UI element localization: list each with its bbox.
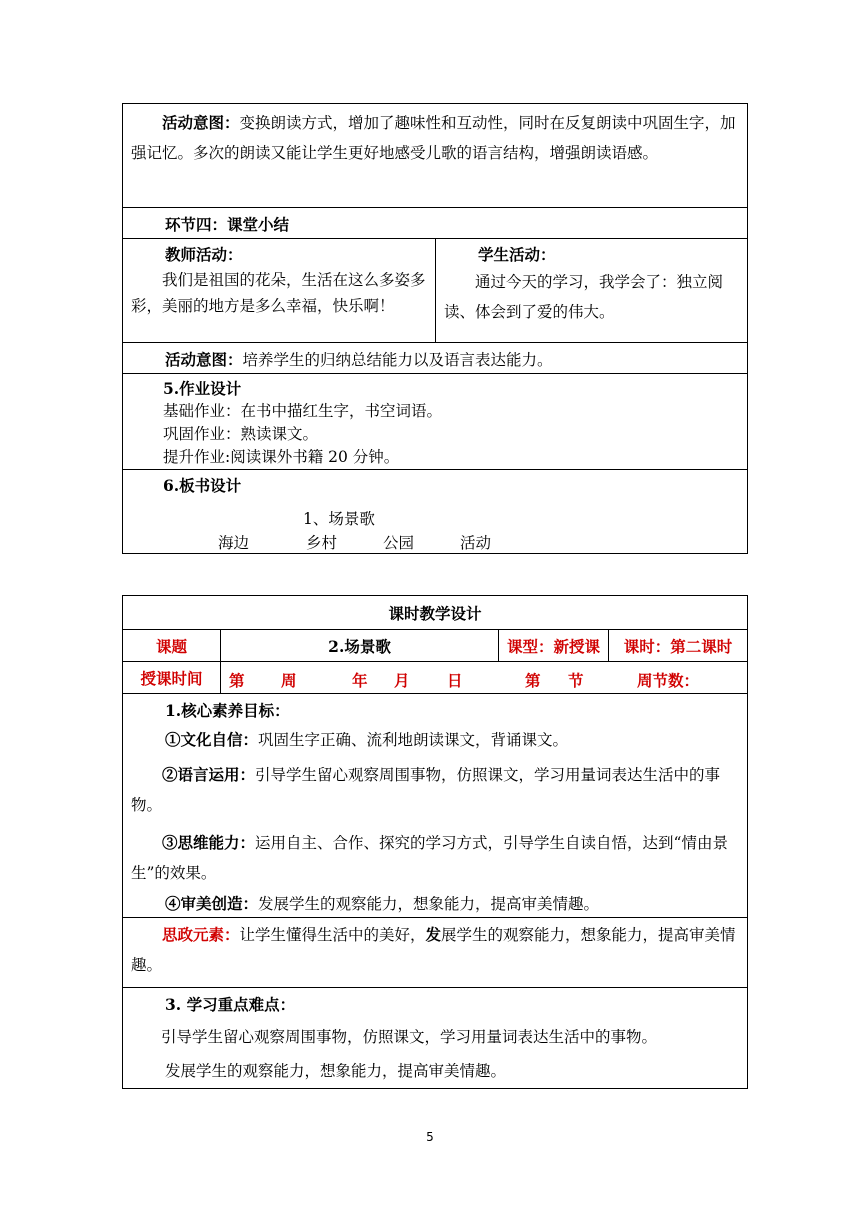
time-year: 年 [352,671,368,690]
homework-cell [123,374,748,470]
table2-title: 课时教学设计 [123,596,748,630]
activity-intent-label: 活动意图： [162,113,240,132]
time-label: 授课时间 [123,662,221,694]
time-month: 月 [394,671,410,690]
lesson-table-continued [122,103,748,554]
activity-intent-2-text: 培养学生的归纳总结能力以及语言表达能力。 [242,351,553,369]
time-row [221,662,748,694]
goal-3-text: 运用自主、合作、探究的学习方式，引导学生自读自悟，达到“情由景生”的效果。 [131,834,728,882]
goal-4-label: ④审美创造： [165,894,259,913]
lesson-design-table [122,595,748,1089]
keypoint-2: 发展学生的观察能力，想象能力，提高审美情趣。 [165,1062,507,1080]
teacher-activity-label: 教师活动： [165,245,243,264]
keypoints-cell [123,988,748,1089]
ideology-text [131,920,739,980]
student-activity-label: 学生活动： [478,245,556,264]
board-design-cell [123,470,748,554]
student-activity-text: 通过今天的学习，我学会了：独立阅读、体会到了爱的伟大。 [444,273,724,321]
goal-1-text: 巩固生字正确、流利地朗读课文，背诵课文。 [258,731,569,749]
board-heading: 1、场景歌 [303,510,375,528]
teacher-activity-text: 我们是祖国的花朵，生活在这么多姿多彩，美丽的地方是多么幸福，快乐啊！ [131,271,426,315]
goal-3-label: ③思维能力： [162,833,256,852]
goal-2 [131,760,739,820]
ideology-text-b: 展学生的观察能力，想象能力，提高审美情趣。 [131,926,736,974]
section4-title-cell [123,208,748,239]
time-week-suffix: 周 [281,671,297,690]
student-activity-cell [436,239,748,343]
board-word-park: 公园 [383,534,415,552]
time-session-suffix: 节 [568,671,584,690]
ideology-text-a: 让学生懂得生活中的美好， [239,926,426,944]
time-day: 日 [447,671,463,690]
keypoint-1: 引导学生留心观察周围事物，仿照课文，学习用量词表达生活中的事物。 [161,1028,658,1046]
board-word-activity: 活动 [460,534,492,552]
teacher-activity-cell [123,239,436,343]
lesson-type: 课型：新授课 [499,630,609,662]
board-word-village: 乡村 [306,534,338,552]
time-weekly-sessions: 周节数： [637,671,700,690]
ideology-bold: 发 [425,925,442,944]
ideology-cell [123,918,748,988]
goal-2-text: 引导学生留心观察周围事物，仿照课文，学习用量词表达生活中的事物。 [131,766,721,814]
goal-1-label: ①文化自信： [165,730,259,749]
activity-intent-text: 变换朗读方式，增加了趣味性和互动性，同时在反复朗读中巩固生字，加强记忆。多次的朗读又能让学生更好地感受儿歌的语言结构，增强朗读语感。 [131,114,736,162]
homework-title: 5.作业设计 [163,379,242,398]
goal-2-label: ②语言运用： [162,765,256,784]
ideology-label: 思政元素： [162,925,240,944]
board-design-title: 6.板书设计 [163,476,242,495]
activity-intent-2-label: 活动意图： [165,350,243,369]
section4-title: 环节四：课堂小结 [165,215,290,234]
page-number: 5 [426,1130,434,1144]
homework-item-advance: 提升作业:阅读课外书籍 20 分钟。 [163,448,400,466]
homework-item-consolidate: 巩固作业：熟读课文。 [163,425,319,443]
topic-value: 2.场景歌 [221,630,499,662]
core-goals-cell [123,694,748,918]
topic-label: 课题 [123,630,221,662]
lesson-period: 课时：第二课时 [609,630,748,662]
time-session-prefix: 第 [525,671,541,690]
board-word-seaside: 海边 [218,534,250,552]
homework-item-basic: 基础作业：在书中描红生字，书空词语。 [163,402,443,420]
activity-intent-cell [123,104,748,208]
goal-4-text: 发展学生的观察能力，想象能力，提高审美情趣。 [258,895,600,913]
goal-3 [131,828,739,888]
goal-1 [131,727,739,753]
keypoints-title: 3. 学习重点难点： [165,995,296,1014]
goal-4 [131,891,739,917]
core-goals-title: 1.核心素养目标： [165,701,290,720]
activity-intent-2-cell [123,343,748,374]
time-week-prefix: 第 [229,671,245,690]
